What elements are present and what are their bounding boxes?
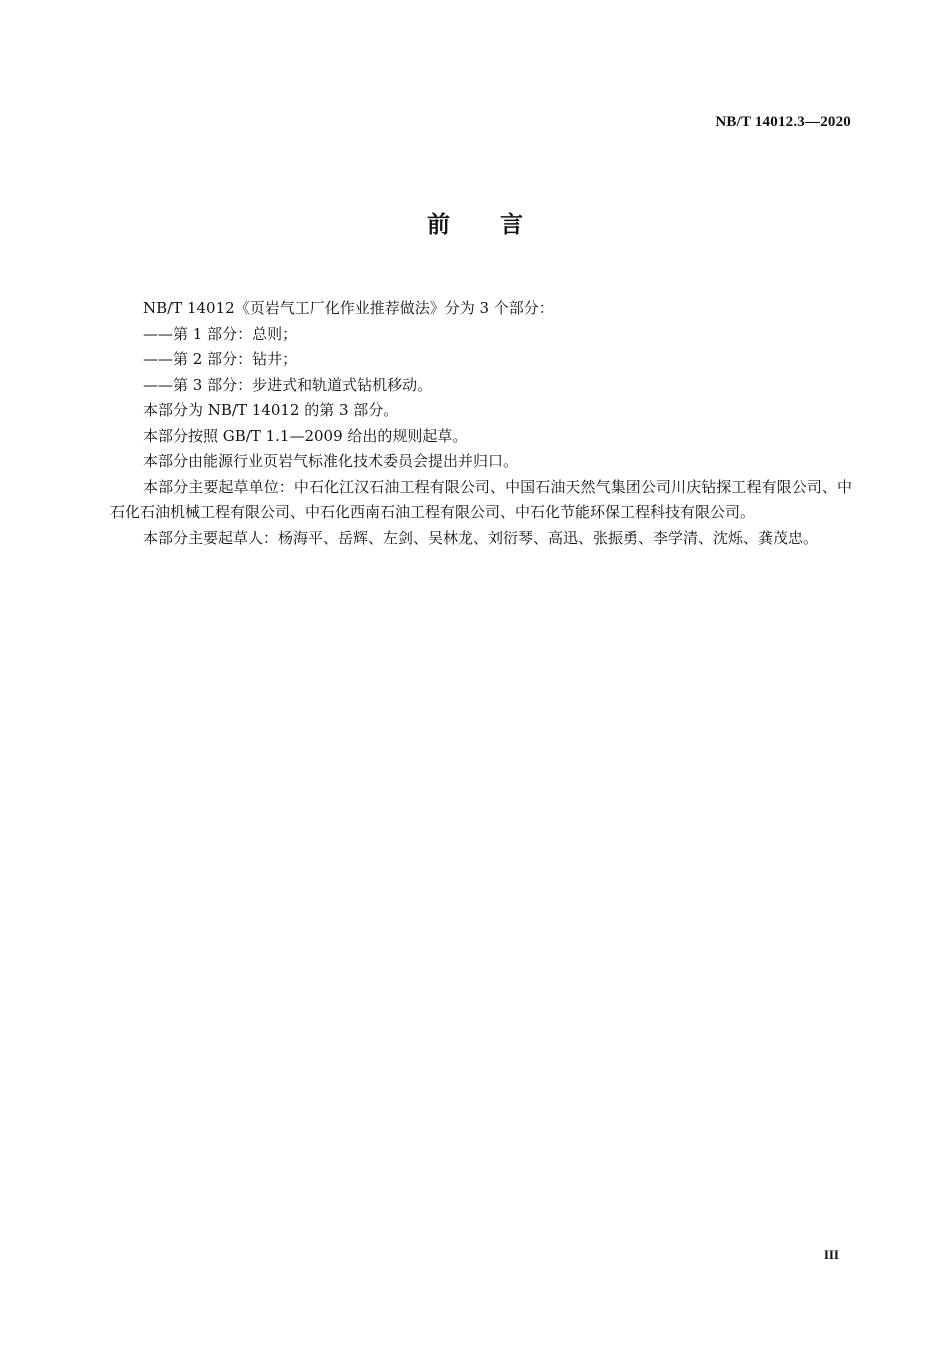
page-number: III: [823, 1247, 839, 1262]
paragraph-drafters: 本部分主要起草人：杨海平、岳辉、左剑、吴林龙、刘衍琴、高迅、张振勇、李学清、沈烁、龚茂忠。: [143, 528, 819, 547]
preface-body: [110, 296, 852, 551]
paragraph-parts-overview: NB/T 14012《页岩气工厂化作业推荐做法》分为 3 个部分：: [143, 299, 554, 317]
paragraph-proposer: 本部分由能源行业页岩气标准化技术委员会提出并归口。: [143, 452, 519, 470]
paragraph-drafting-units: 本部分主要起草单位：中石化江汉石油工程有限公司、中国石油天然气集团公司川庆钻探工程有限公司、中石化石油机械工程有限公司、中石化西南石油工程有限公司、中石化节能环保工程科技有限公司。: [110, 477, 852, 521]
list-item-part-3: ——第 3 部分：步进式和轨道式钻机移动。: [143, 375, 433, 394]
standard-number: NB/T 14012.3—2020: [715, 114, 851, 130]
list-item-part-1: ——第 1 部分：总则；: [143, 324, 298, 343]
paragraph-this-part: 本部分为 NB/T 14012 的第 3 部分。: [143, 401, 399, 419]
paragraph-drafting-rules: 本部分按照 GB/T 1.1—2009 给出的规则起草。: [143, 426, 468, 445]
list-item-part-2: ——第 2 部分：钻井；: [143, 350, 298, 368]
page-title: 前言: [427, 212, 573, 238]
